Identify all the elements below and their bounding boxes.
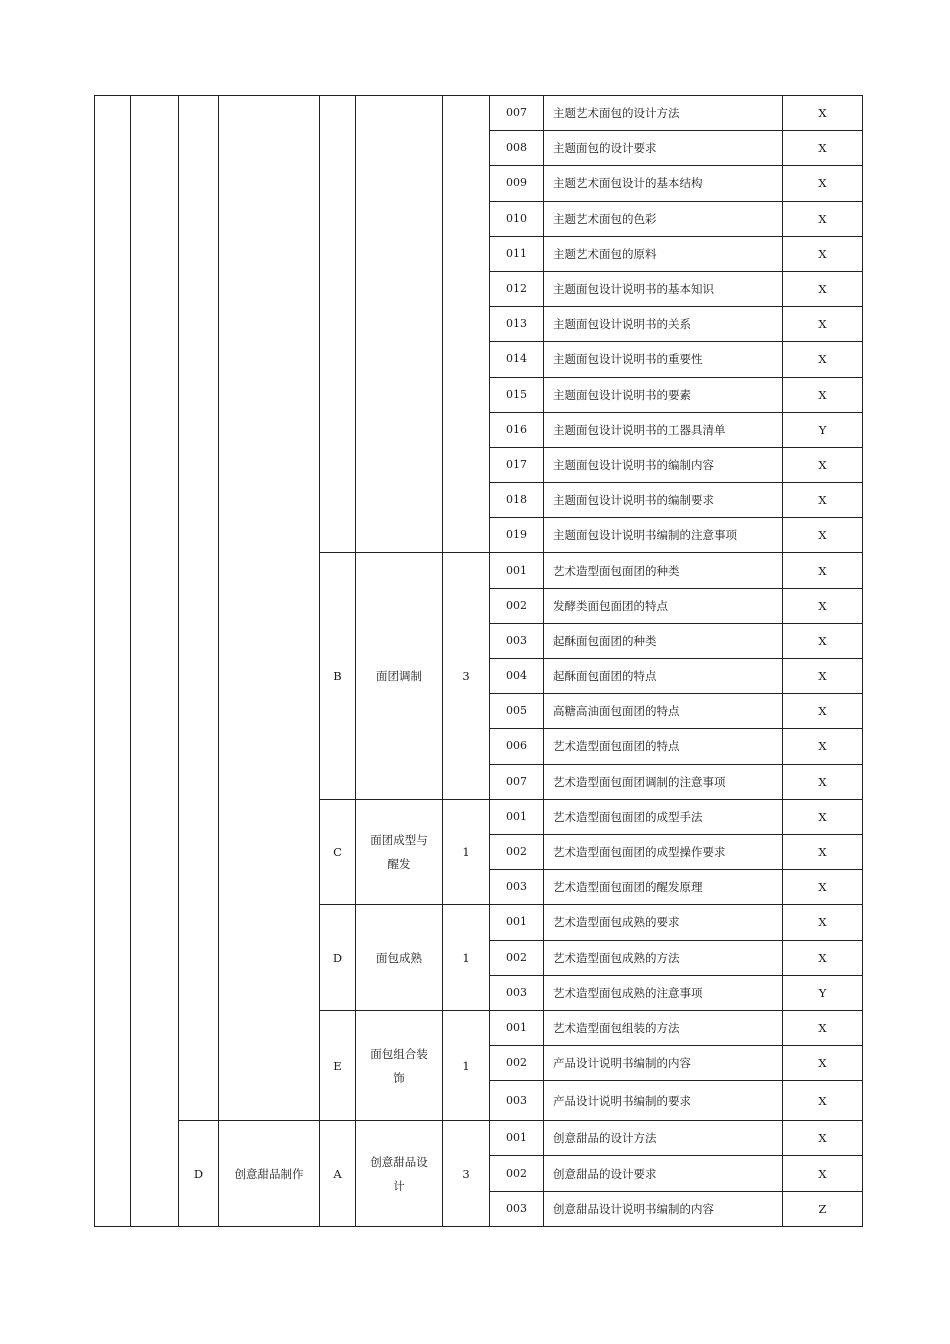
point-description: 主题面包设计说明书的编制内容 [544,447,783,482]
point-description: 艺术造型面包面团的醒发原理 [544,870,783,905]
point-description: 艺术造型面包组装的方法 [544,1010,783,1045]
point-description: 主题面包设计说明书编制的注意事项 [544,518,783,553]
table-row [95,1121,863,1156]
unit-code-cell: B [320,553,356,799]
point-description: 艺术造型面包面团的种类 [544,553,783,588]
point-code: 015 [490,377,544,412]
point-description: 艺术造型面包成熟的方法 [544,940,783,975]
point-level: X [783,201,863,236]
point-code: 005 [490,694,544,729]
point-level: X [783,447,863,482]
point-description: 艺术造型面包面团的特点 [544,729,783,764]
point-description: 发酵类面包面团的特点 [544,588,783,623]
category-column-2 [131,96,179,1227]
point-description: 艺术造型面包面团的成型手法 [544,799,783,834]
point-level: X [783,940,863,975]
unit-weight-cell: 1 [443,799,490,905]
unit-code-cell: D [320,905,356,1011]
point-level: X [783,271,863,306]
unit-weight-cell [443,96,490,553]
point-description: 艺术造型面包成熟的要求 [544,905,783,940]
point-code: 003 [490,623,544,658]
point-code: 010 [490,201,544,236]
point-code: 004 [490,659,544,694]
point-level: X [783,96,863,131]
point-description: 起酥面包面团的种类 [544,623,783,658]
point-description: 主题艺术面包设计的基本结构 [544,166,783,201]
unit-name-cell: 面团成型与醒发 [356,799,443,905]
point-code: 011 [490,236,544,271]
point-level: X [783,588,863,623]
unit-name-cell: 创意甜品设计 [356,1121,443,1227]
point-level: X [783,518,863,553]
point-code: 008 [490,131,544,166]
point-description: 艺术造型面包面团的成型操作要求 [544,834,783,869]
point-code: 002 [490,834,544,869]
point-description: 主题面包设计说明书的要素 [544,377,783,412]
point-level: X [783,1010,863,1045]
point-description: 起酥面包面团的特点 [544,659,783,694]
point-level: Z [783,1191,863,1226]
point-level: X [783,1121,863,1156]
point-level: X [783,377,863,412]
point-code: 003 [490,1191,544,1226]
unit-name-cell: 面团调制 [356,553,443,799]
knowledge-point-table [94,95,863,1227]
point-level: X [783,166,863,201]
point-level: X [783,834,863,869]
point-description: 创意甜品的设计方法 [544,1121,783,1156]
point-code: 003 [490,1081,544,1121]
point-level: X [783,799,863,834]
point-code: 001 [490,1121,544,1156]
point-description: 主题艺术面包的设计方法 [544,96,783,131]
point-description: 艺术造型面包面团调制的注意事项 [544,764,783,799]
point-level: X [783,131,863,166]
point-level: X [783,307,863,342]
module-code-cell: D [179,1121,219,1227]
point-code: 001 [490,799,544,834]
point-description: 主题面包设计说明书的关系 [544,307,783,342]
point-code: 014 [490,342,544,377]
point-code: 006 [490,729,544,764]
point-code: 001 [490,553,544,588]
point-code: 001 [490,1010,544,1045]
point-code: 018 [490,483,544,518]
point-description: 主题艺术面包的原料 [544,236,783,271]
unit-name-cell [356,96,443,553]
unit-weight-cell: 3 [443,1121,490,1227]
unit-weight-cell: 1 [443,905,490,1011]
module-code-cell [179,96,219,1121]
point-code: 002 [490,1156,544,1191]
point-description: 主题面包设计说明书的重要性 [544,342,783,377]
point-level: X [783,870,863,905]
point-description: 主题艺术面包的色彩 [544,201,783,236]
unit-name-cell: 面包成熟 [356,905,443,1011]
point-code: 019 [490,518,544,553]
point-level: X [783,623,863,658]
point-level: X [783,659,863,694]
point-level: X [783,905,863,940]
point-code: 003 [490,975,544,1010]
point-code: 013 [490,307,544,342]
point-code: 002 [490,588,544,623]
table-row [95,96,863,131]
point-level: X [783,764,863,799]
point-level: X [783,1081,863,1121]
point-code: 012 [490,271,544,306]
unit-weight-cell: 1 [443,1010,490,1120]
unit-weight-cell: 3 [443,553,490,799]
point-code: 001 [490,905,544,940]
point-description: 高糖高油面包面团的特点 [544,694,783,729]
point-level: X [783,694,863,729]
point-level: X [783,729,863,764]
point-code: 009 [490,166,544,201]
point-level: Y [783,412,863,447]
unit-code-cell: A [320,1121,356,1227]
point-level: X [783,236,863,271]
unit-code-cell [320,96,356,553]
point-description: 创意甜品设计说明书编制的内容 [544,1191,783,1226]
point-description: 艺术造型面包成熟的注意事项 [544,975,783,1010]
point-code: 017 [490,447,544,482]
point-code: 007 [490,764,544,799]
point-code: 003 [490,870,544,905]
point-code: 002 [490,940,544,975]
point-level: Y [783,975,863,1010]
point-description: 产品设计说明书编制的要求 [544,1081,783,1121]
point-level: X [783,1156,863,1191]
unit-code-cell: C [320,799,356,905]
point-level: X [783,483,863,518]
point-description: 主题面包设计说明书的编制要求 [544,483,783,518]
module-name-cell [219,96,320,1121]
point-description: 创意甜品的设计要求 [544,1156,783,1191]
point-description: 主题面包的设计要求 [544,131,783,166]
point-description: 产品设计说明书编制的内容 [544,1046,783,1081]
point-code: 007 [490,96,544,131]
point-description: 主题面包设计说明书的工器具清单 [544,412,783,447]
point-description: 主题面包设计说明书的基本知识 [544,271,783,306]
point-level: X [783,1046,863,1081]
unit-name-cell: 面包组合装饰 [356,1010,443,1120]
point-code: 016 [490,412,544,447]
point-code: 002 [490,1046,544,1081]
point-level: X [783,342,863,377]
category-column-1 [95,96,131,1227]
module-name-cell: 创意甜品制作 [219,1121,320,1227]
point-level: X [783,553,863,588]
unit-code-cell: E [320,1010,356,1120]
